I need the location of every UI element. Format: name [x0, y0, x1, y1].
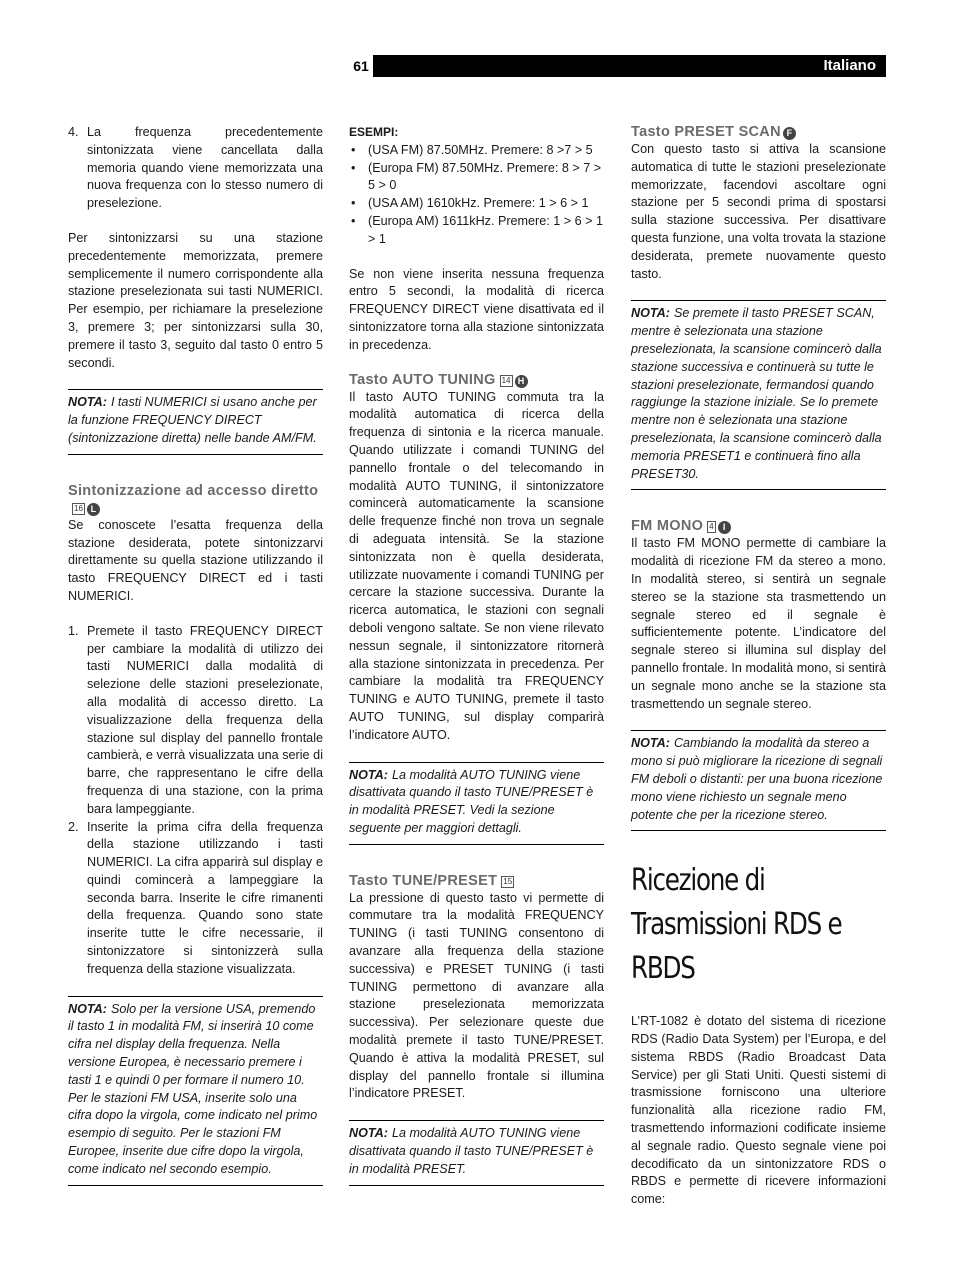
chapter-title: Ricezione di Trasmissioni RDS e RBDS	[631, 863, 842, 987]
examples-heading: ESEMPI:	[349, 125, 399, 139]
note-label: NOTA:	[68, 395, 107, 410]
column-2	[349, 124, 604, 1214]
list-item-text: (Europa FM) 87.50MHz. Premere: 8 > 7 > 5 > 0	[368, 160, 602, 193]
numbered-list	[68, 623, 323, 979]
paragraph: Il tasto FM MONO permette di cambiare la modalità di ricezione FM da stereo a mono. In modalità stereo, si sentirà un segnale stereo se la stazione sta trasmettendo un segnale stereo ed il segnale è sufficientemente potente. L’indicatore del segnale stereo si illumina sul display del pannello frontale. In modalità mono, si sentirà un segnale mono anche se la stazione sta trasmettendo un segnale stereo.	[631, 536, 886, 711]
paragraph: Se non viene inserita nessuna frequenza entro 5 secondi, la modalità di ricerca FREQUENCY DIRECT viene disattivata ed il sintonizzatore torna alla stazione sintonizzata in precedenza.	[349, 266, 604, 352]
circle-reference-icon: H	[515, 375, 528, 388]
heading-text: FM MONO	[631, 518, 704, 535]
heading-text: Tasto TUNE/PRESET	[349, 872, 498, 889]
paragraph: Se conoscete l’esatta frequenza della stazione desiderata, potete sintonizzarvi direttamente su quella stazione utilizzando il tasto FREQUENCY DIRECT ed i tasti NUMERICI.	[68, 517, 323, 603]
note-box	[68, 389, 323, 454]
list-item	[68, 819, 323, 979]
bullet: •	[351, 142, 356, 157]
heading-text: Tasto AUTO TUNING	[349, 371, 496, 388]
bullet: •	[351, 196, 356, 211]
paragraph: Per sintonizzarsi su una stazione precedentemente memorizzata, premere semplicemente il numero corrispondente alla stazione preselezionata sui tasti NUMERICI. Per esempio, per richiamare la preselezione 3, premere 3; per sintonizzarsi sulla 30, premere il tasto 3, seguito dal tasto 0 entro 5 secondi.	[68, 230, 323, 370]
list-item	[349, 142, 604, 160]
page-number: 61	[349, 55, 373, 77]
section-heading-preset-scan	[631, 124, 886, 141]
note-box	[349, 1120, 604, 1185]
note-box	[631, 730, 886, 831]
paragraph: L’RT-1082 è dotato del sistema di ricezione RDS (Radio Data System) per l’Europa, e del sistema RBDS (Radio Broadcast Data Service) per gli Stati Uniti. Questi sistemi di trasmissione forniscono una ulteriore funzionalità alla ricezione radio FM, trasmettendo informazioni codificate insieme al segnale radio. Questo segnale viene poi decodificato da un sintonizzatore RDS o RBDS e permette di ricevere informazioni come:	[631, 1014, 886, 1207]
section-heading-tune-preset	[349, 873, 604, 890]
note-text: I tasti NUMERICI si usano anche per la funzione FREQUENCY DIRECT (sintonizzazione diretta) nelle bande AM/FM.	[68, 395, 317, 445]
note-text: La modalità AUTO TUNING viene disattivata quando il tasto TUNE/PRESET è in modalità PRESET.	[349, 1126, 594, 1176]
note-label: NOTA:	[349, 767, 388, 782]
list-number: 4.	[68, 125, 79, 139]
circle-reference-icon: I	[718, 521, 731, 534]
bullet: •	[351, 213, 356, 228]
bullet: •	[351, 160, 356, 175]
key-reference-icon: 15	[503, 876, 513, 886]
note-text: La modalità AUTO TUNING viene disattivata quando il tasto TUNE/PRESET è in modalità PRESET. Vedi la sezione seguente per maggiori dettagli.	[349, 767, 594, 835]
list-number: 2.	[68, 819, 79, 834]
column-3	[631, 124, 886, 1226]
section-heading-direct	[68, 483, 323, 517]
key-reference-icon: 16	[74, 503, 83, 513]
note-text: Cambiando la modalità da stereo a mono si può migliorare la ricezione di segnali FM deboli o distanti: per una buona ricezione mono viene richiesto un segnale meno potente che per la ricezione stereo.	[631, 736, 883, 822]
note-text: Se premete il tasto PRESET SCAN, mentre è selezionata una stazione preselezionata, la scansione comincerò dalla stazione successiva e continuerà su tutte le stazioni preselezionate, fermandosi quando raggiunge la stazione iniziale. Se lo premete mentre non è selezionata una stazione preselezionata, la scansione comincerò dalla memoria PRESET1 e continuerà fino alla PRESET30.	[631, 306, 882, 481]
list-item	[68, 623, 323, 819]
paragraph: Il tasto AUTO TUNING commuta tra la modalità automatica di ricerca della frequenza di sintonia e la ricerca manuale. Quando utilizzate i comandi TUNING del pannello frontale o del telecomando in modalità AUTO TUNING, il sintonizzatore comincerà automaticamente la scansione delle frequenze finché non trova un segnale di adeguata intensità. Se la stazione sintonizzata non è quella desiderata, utilizzate nuovamente i comandi TUNING per cercare la stazione successiva. Durante la ricerca automatica, le stazioni con segnali deboli vengono saltate. Se non viene rilevato nessun segnale, il sintonizzatore ritornerà alla stazione sintonizzata in precedenza. Per cambiare la modalità tra FREQUENCY TUNING e AUTO TUNING, premete il tasto AUTO TUNING, sul display comparirà l’indicatore AUTO.	[349, 389, 604, 742]
list-item	[349, 160, 604, 196]
examples-list	[349, 142, 604, 249]
heading-text: Sintonizzazione ad accesso diretto	[68, 482, 319, 499]
paragraph: Con questo tasto si attiva la scansione automatica di tutte le stazioni preselezionate memorizzate, facendovi ascoltare ogni stazione per 5 secondi prima di spostarsi sulla stazione successiva. Per disattivare questa funzione, una volta trovata la stazione desiderata, premete nuovamente questo tasto.	[631, 142, 886, 281]
list-item-text: (Europa AM) 1611kHz. Premere: 1 > 6 > 1 > 1	[368, 213, 603, 246]
key-reference-icon: 4	[709, 522, 714, 532]
heading-text: Tasto PRESET SCAN	[631, 124, 781, 140]
note-box	[349, 762, 604, 845]
note-label: NOTA:	[349, 1126, 388, 1141]
page-header-bar	[349, 55, 886, 77]
circle-reference-icon: F	[783, 127, 796, 140]
section-heading-fm-mono	[631, 518, 886, 535]
list-item-text: Premete il tasto FREQUENCY DIRECT per cambiare la modalità di utilizzo dei tasti NUMERICI dalla modalità di selezione delle stazioni preselezionate, alla modalità di accesso diretto. La visualizzazione della frequenza della stazione sul display del pannello frontale cambierà, e verrà visualizzata una serie di barre, che rappresentano le cifre della frequenza di una stazione, con la prima bara lampeggiante.	[87, 623, 323, 816]
note-box	[68, 996, 323, 1186]
section-heading-auto-tuning	[349, 372, 604, 389]
list-item-text: La frequenza precedentemente sintonizzata viene cancellata dalla memoria quando viene memorizzata una nuova frequenza con lo stesso numero di preselezione.	[87, 125, 323, 211]
list-item	[349, 213, 604, 249]
key-reference-icon: 14	[501, 375, 511, 385]
list-number: 1.	[68, 623, 79, 638]
column-1	[68, 124, 323, 1214]
note-box	[631, 300, 886, 490]
note-label: NOTA:	[631, 736, 670, 751]
circle-reference-icon: L	[87, 503, 100, 516]
note-label: NOTA:	[631, 306, 670, 321]
list-item	[349, 195, 604, 213]
language-label: Italiano	[823, 57, 876, 74]
paragraph: La pressione di questo tasto vi permette di commutare tra la modalità FREQUENCY TUNING (i tasti TUNING consentono di avanzare alla frequenza della stazione successiva) e PRESET TUNING (i tasti TUNING permettono di avanzare alla stazione preselezionata memorizzata successiva). Per selezionare queste due modalità premete il tasto TUNE/PRESET. Quando è attiva la modalità PRESET, sul display del pannello frontale si illumina l’indicatore PRESET.	[349, 890, 604, 1101]
list-item	[68, 124, 323, 213]
list-item-text: (USA AM) 1610kHz. Premere: 1 > 6 > 1	[368, 196, 589, 211]
list-item-text: Inserite la prima cifra della frequenza della stazione utilizzando i tasti NUMERICI. La cifra apparirà sul display e quindi comincerà a lampeggiare la seconda barra. Inserite le cifre rimanenti della frequenza. Quando sono state inserite tutte le cifre necessarie, il sintonizzatore si sintonizzerà sulla frequenza della stazione visualizzata.	[87, 819, 323, 976]
note-text: Solo per la versione USA, premendo il tasto 1 in modalità FM, si inserirà 10 come cifra nel display della frequenza. Nella versione Europea, è necessario premere i tasti 1 e quindi 0 per formare il numero 10. Per le stazioni FM USA, inserite solo una cifra dopo la virgola, come indicato nel primo esempio di seguito. Per le stazioni FM Europee, inserite due cifre dopo la virgola, come indicato nel secondo esempio.	[68, 1001, 318, 1176]
list-item-text: (USA FM) 87.50MHz. Premere: 8 >7 > 5	[368, 142, 593, 157]
numbered-list-continued	[68, 124, 323, 213]
note-label: NOTA:	[68, 1001, 107, 1016]
